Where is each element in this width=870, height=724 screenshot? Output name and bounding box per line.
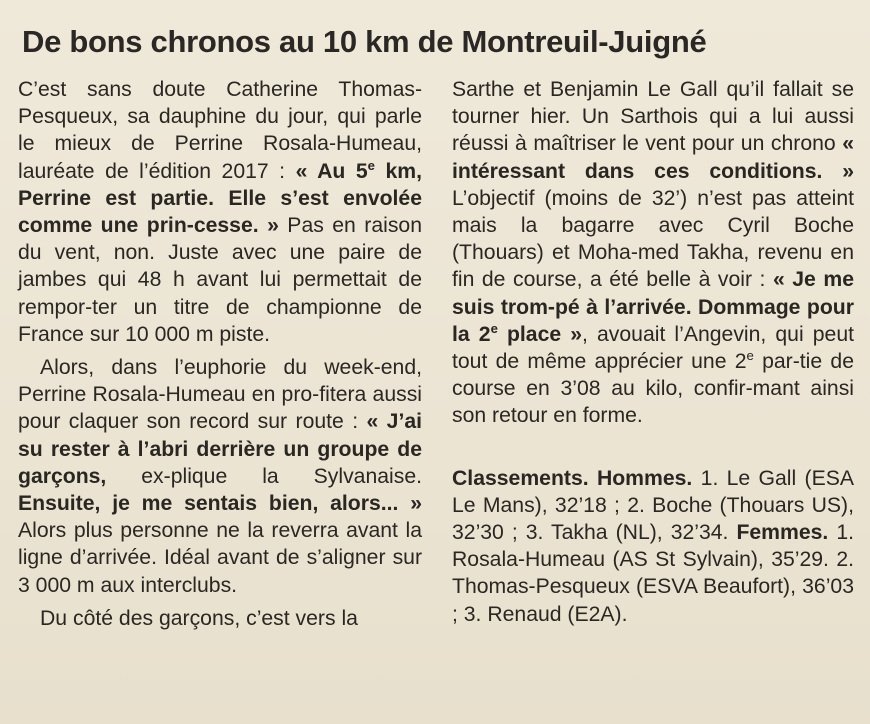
- quote: « J’ai su rester à l’abri derrière un groupe de garçons,: [18, 410, 423, 488]
- quote: Ensuite, je me sentais bien, alors... »: [18, 492, 422, 516]
- text: Du côté des garçons, c’est vers la: [40, 606, 358, 630]
- article-column-right: [452, 76, 854, 634]
- results-paragraph: [452, 465, 854, 628]
- text: Sarthe et Benjamin Le Gall qu’il fallait se tourner hier. Un Sarthois qui a lui aussi réussi à maîtriser le vent pour un chrono: [452, 78, 854, 156]
- text: Alors plus personne ne la reverra avant la ligne d’arrivée. Idéal avant de s’aligner sur 3 000 m aux interclubs.: [18, 519, 422, 597]
- results-men: 1. Le Gall (ESA Le Mans), 32’18 ; 2. Boche (Thouars US), 32’30 ; 3. Takha (NL), 32’34.: [452, 466, 855, 545]
- quote-text: place »: [497, 322, 583, 346]
- quote-text: « Au 5: [295, 159, 368, 183]
- superscript: e: [746, 347, 754, 363]
- text: L’objectif (moins de 32’) n’est pas atteint mais la bagarre avec Cyril Boche (Thouars) et Moha-med Takha, revenu en fin de course, a été belle à voir :: [452, 186, 854, 292]
- paragraph-3: [18, 605, 422, 632]
- paragraph-2: [18, 354, 422, 599]
- superscript: e: [490, 320, 498, 336]
- results-label-women: Femmes.: [736, 521, 829, 545]
- text: par-tie de course en 3’08 au kilo, confir-mant ainsi son retour en forme.: [452, 350, 855, 428]
- article-column-left: [18, 76, 422, 638]
- quote-text: km, Perrine est partie. Elle s’est envolée comme une prin-cesse. »: [18, 159, 422, 238]
- quote: « intéressant dans ces conditions. »: [452, 132, 854, 183]
- results-women: 1. Rosala-Humeau (AS St Sylvain), 35’29. 2. Thomas-Pesqueux (ESVA Beaufort), 36’03 ; 3. Renaud (E2A).: [452, 521, 854, 626]
- text: ex-plique la Sylvanaise.: [106, 464, 422, 488]
- paragraph-4: [452, 76, 854, 430]
- article-headline: De bons chronos au 10 km de Montreuil-Juigné: [22, 24, 707, 59]
- paragraph-1: [18, 76, 422, 348]
- text: , avouait l’Angevin, qui peut tout de même apprécier une 2: [452, 322, 854, 374]
- superscript: e: [367, 157, 375, 173]
- quote-text: « Je me suis trom-pé à l’arrivée. Dommage pour la 2: [452, 268, 854, 346]
- text: Alors, dans l’euphorie du week-end, Perrine Rosala-Humeau en pro-fitera aussi pour claquer son record sur route :: [18, 356, 422, 434]
- text: C’est sans doute Catherine Thomas-Pesqueux, sa dauphine du jour, qui parle le mieux de Perrine Rosala-Humeau, lauréate de l’édition 2017 :: [18, 78, 422, 183]
- results-label-men: Classements. Hommes.: [452, 466, 693, 490]
- text: Pas en raison du vent, non. Juste avec une paire de jambes qui 48 h avant lui permettait de rempor-ter un titre de championne de France sur 10 000 m piste.: [18, 214, 422, 346]
